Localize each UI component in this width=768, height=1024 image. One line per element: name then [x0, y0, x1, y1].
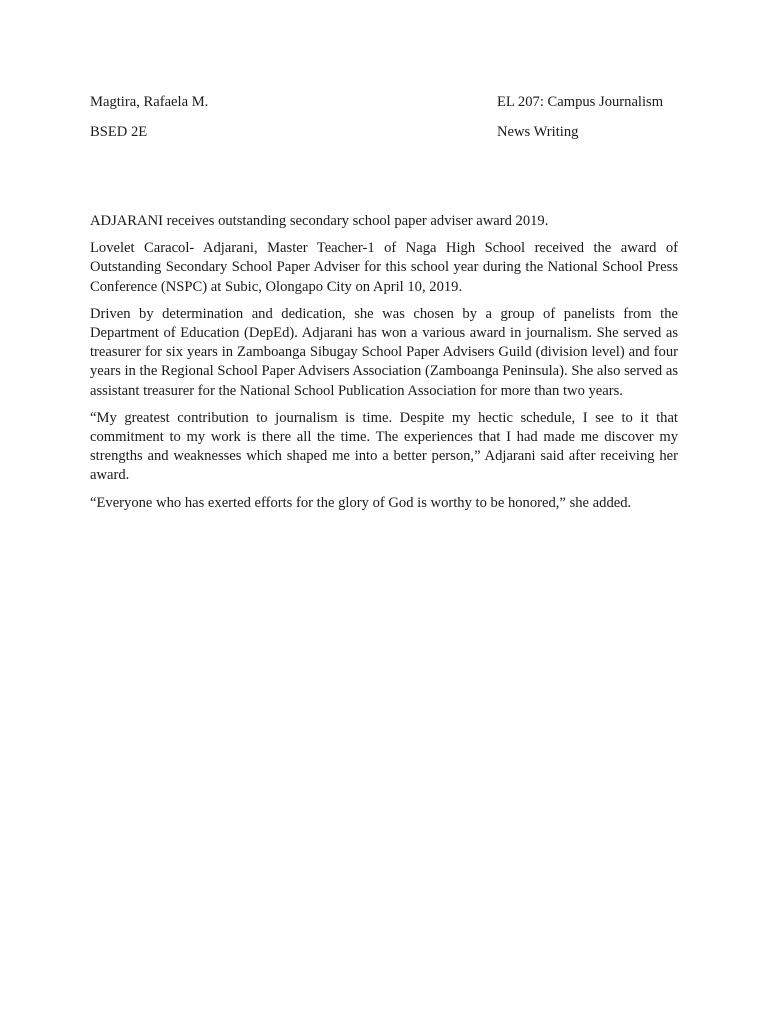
article-paragraph-3: “My greatest contribution to journalism is time. Despite my hectic schedule, I see to it that commitment to my work is there all the time. The experiences that I had made me discover my strengths and weaknesses which shaped me into a better person,” Adjarani said after receiving her award. [90, 409, 678, 484]
article-body [90, 212, 678, 521]
article-paragraph-2: Driven by determination and dedication, she was chosen by a group of panelists from the Department of Education (DepEd). Adjarani has won a various award in journalism. She served as treasurer for six years in Zamboanga Sibugay School Paper Advisers Guild (division level) and four years in the Regional School Paper Advisers Association (Zamboanga Peninsula). She also served as assistant treasurer for the National School Publication Association for more than two years. [90, 305, 678, 399]
student-section: BSED 2E [90, 124, 148, 140]
article-paragraph-4: “Everyone who has exerted efforts for the glory of God is worthy to be honored,” she added. [90, 494, 632, 511]
student-name: Magtira, Rafaela M. [90, 94, 209, 110]
assignment-type: News Writing [497, 124, 579, 140]
course-title: EL 207: Campus Journalism [497, 94, 664, 110]
article-paragraph-1: Lovelet Caracol- Adjarani, Master Teacher-1 of Naga High School received the award of Outstanding Secondary School Paper Adviser for this school year during the National School Press Conference (NSPC) at Subic, Olongapo City on April 10, 2019. [90, 240, 678, 295]
article-headline: ADJARANI receives outstanding secondary school paper adviser award 2019. [90, 213, 549, 229]
